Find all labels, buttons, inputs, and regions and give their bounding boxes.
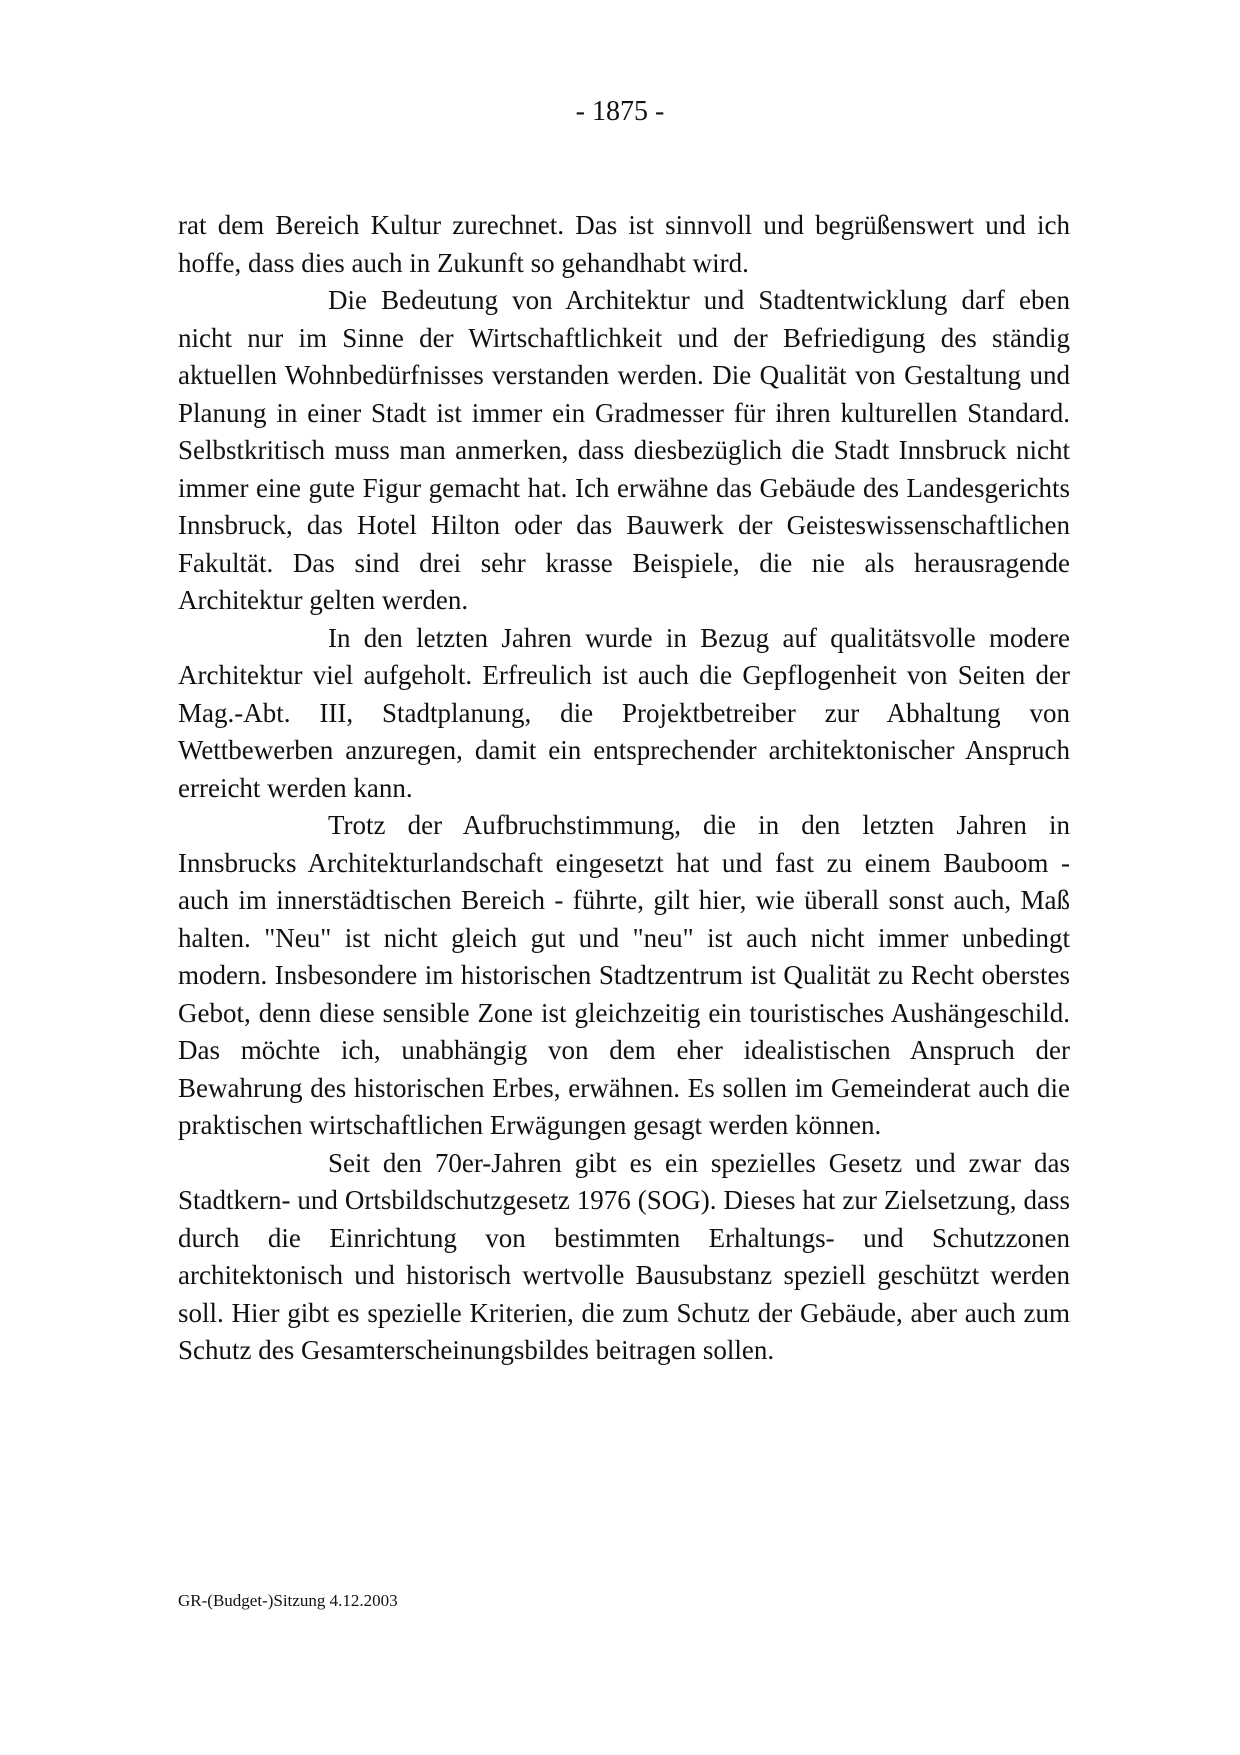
- page-number: - 1875 -: [575, 96, 665, 127]
- paragraph-2: Die Bedeutung von Architektur und Stadtentwicklung darf eben nicht nur im Sinne der Wirtschaftlichkeit und der Befriedigung des ständig aktuellen Wohnbedürfnisses verstanden werden. Die Qualität von Gestaltung und Planung in einer Stadt ist immer ein Gradmesser für ihren kulturellen Standard. Selbstkritisch muss man anmerken, dass diesbezüglich die Stadt Innsbruck nicht immer eine gute Figur gemacht hat. Ich erwähne das Gebäude des Landesgerichts Innsbruck, das Hotel Hilton oder das Bauwerk der Geisteswissenschaftlichen Fakultät. Das sind drei sehr krasse Beispiele, die nie als herausragende Architektur gelten werden.: [178, 285, 1070, 615]
- paragraph-1: rat dem Bereich Kultur zurechnet. Das ist sinnvoll und begrüßenswert und ich hoffe, dass dies auch in Zukunft so gehandhabt wird.: [178, 210, 1070, 278]
- paragraph-5: Seit den 70er-Jahren gibt es ein spezielles Gesetz und zwar das Stadtkern- und Ortsbildschutzgesetz 1976 (SOG). Dieses hat zur Zielsetzung, dass durch die Einrichtung von bestimmten Erhaltungs- und Schutzzonen architektonisch und historisch wertvolle Bausubstanz speziell geschützt werden soll. Hier gibt es spezielle Kriterien, die zum Schutz der Gebäude, aber auch zum Schutz des Gesamterscheinungsbildes beitragen sollen.: [178, 1147, 1070, 1365]
- paragraph-3: In den letzten Jahren wurde in Bezug auf qualitätsvolle modere Architektur viel aufgeholt. Erfreulich ist auch die Gepflogenheit von Seiten der Mag.-Abt. III, Stadtplanung, die Projektbetreiber zur Abhaltung von Wettbewerben anzuregen, damit ein entsprechender architektonischer Anspruch erreicht werden kann.: [178, 622, 1070, 803]
- paragraph-4: Trotz der Aufbruchstimmung, die in den letzten Jahren in Innsbrucks Architekturlandschaft eingesetzt hat und fast zu einem Bauboom - auch im innerstädtischen Bereich - führte, gilt hier, wie überall sonst auch, Maß halten. "Neu" ist nicht gleich gut und "neu" ist auch nicht immer unbedingt modern. Insbesondere im historischen Stadtzentrum ist Qualität zu Recht oberstes Gebot, denn diese sensible Zone ist gleichzeitig ein touristisches Aushängeschild. Das möchte ich, unabhängig von dem eher idealistischen Anspruch der Bewahrung des historischen Erbes, erwähnen. Es sollen im Gemeinderat auch die praktischen wirtschaftlichen Erwägungen gesagt werden können.: [178, 810, 1070, 1140]
- document-body: [178, 207, 1070, 1370]
- footer-session-info: GR-(Budget-)Sitzung 4.12.2003: [178, 1591, 398, 1610]
